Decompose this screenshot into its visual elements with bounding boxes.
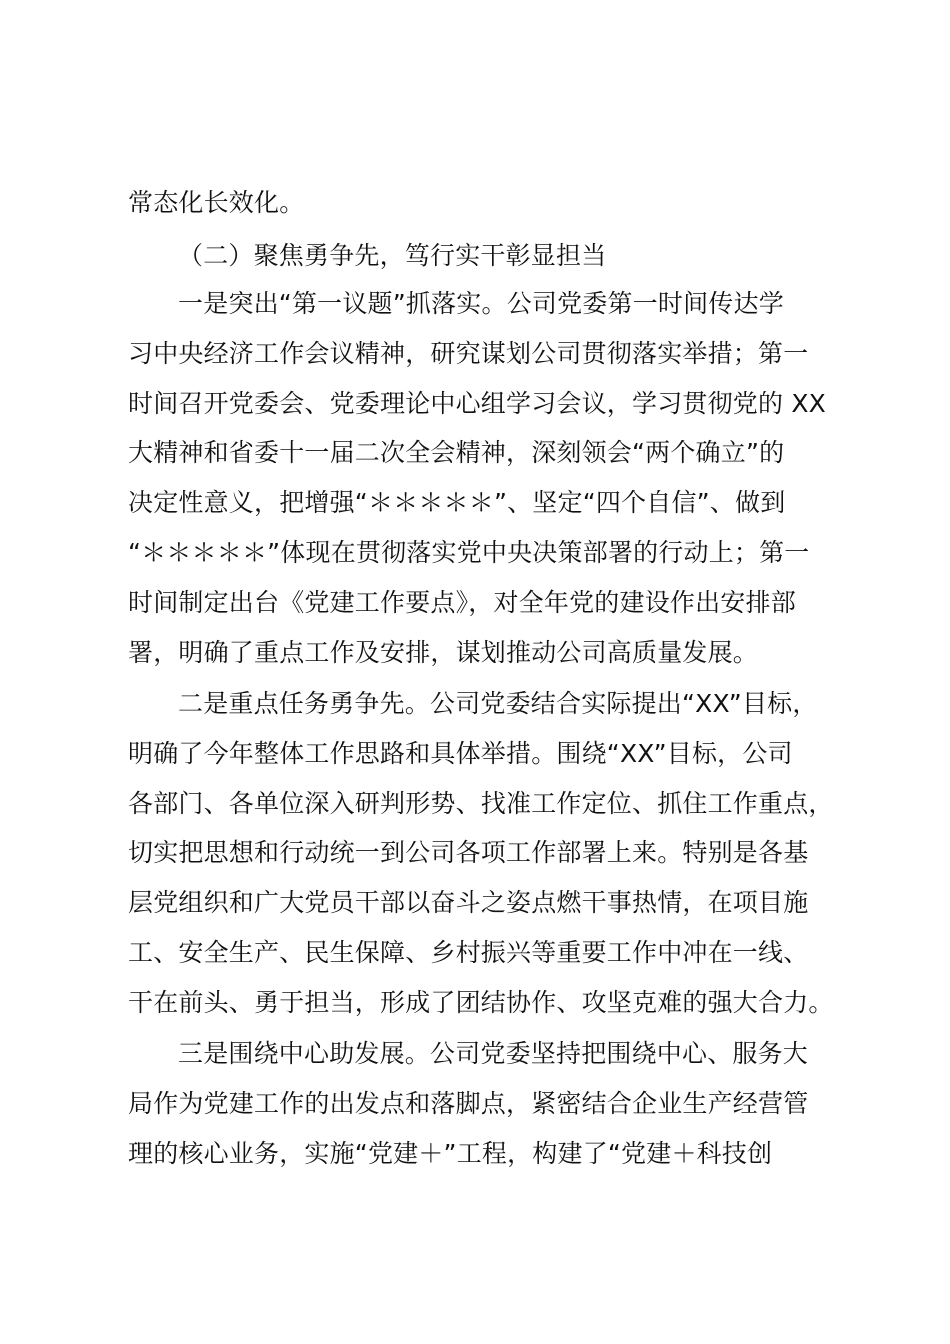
- paragraph-line: 明确了今年整体工作思路和具体举措。围绕“XX”目标，公司: [128, 739, 793, 768]
- paragraph-line: 干在前头、勇于担当，形成了团结协作、攻坚克难的强大合力。: [128, 988, 834, 1017]
- paragraph-line: 大精神和省委十一届二次全会精神，深刻领会“两个确立”的: [128, 438, 785, 467]
- paragraph-line: 局作为党建工作的出发点和落脚点，紧密结合企业生产经营管: [128, 1089, 809, 1118]
- paragraph-line: 层党组织和广大党员干部以奋斗之姿点燃干事热情，在项目施: [128, 888, 809, 917]
- section-heading: （二）聚焦勇争先，笃行实干彰显担当: [178, 241, 607, 270]
- paragraph-line: 二是重点任务勇争先。公司党委结合实际提出“XX”目标，: [178, 689, 818, 718]
- paragraph-line: 时间召开党委会、党委理论中心组学习会议，学习贯彻党的 XX: [128, 389, 827, 418]
- paragraph-line: 各部门、各单位深入研判形势、找准工作定位、抓住工作重点，: [128, 789, 834, 818]
- paragraph-line: 三是围绕中心助发展。公司党委坚持把围绕中心、服务大: [178, 1039, 809, 1068]
- paragraph-line: 时间制定出台《党建工作要点》，对全年党的建设作出安排部: [128, 588, 796, 617]
- paragraph-line: 工、安全生产、民生保障、乡村振兴等重要工作中冲在一线、: [128, 938, 809, 967]
- paragraph-line: 署，明确了重点工作及安排，谋划推动公司高质量发展。: [128, 638, 759, 667]
- paragraph-line: 理的核心业务，实施“党建＋”工程，构建了“党建＋科技创: [128, 1139, 773, 1168]
- paragraph-line: 习中央经济工作会议精神，研究谋划公司贯彻落实举措；第一: [128, 339, 809, 368]
- paragraph-line: 切实把思想和行动统一到公司各项工作部署上来。特别是各基: [128, 838, 809, 867]
- paragraph-line: 决定性意义，把增强“＊＊＊＊＊”、坚定“四个自信”、做到: [128, 488, 786, 517]
- paragraph-line: 一是突出“第一议题”抓落实。公司党委第一时间传达学: [178, 289, 784, 318]
- paragraph-line: “＊＊＊＊＊”体现在贯彻落实党中央决策部署的行动上；第一: [128, 538, 810, 567]
- paragraph-line: 常态化长效化。: [128, 188, 305, 217]
